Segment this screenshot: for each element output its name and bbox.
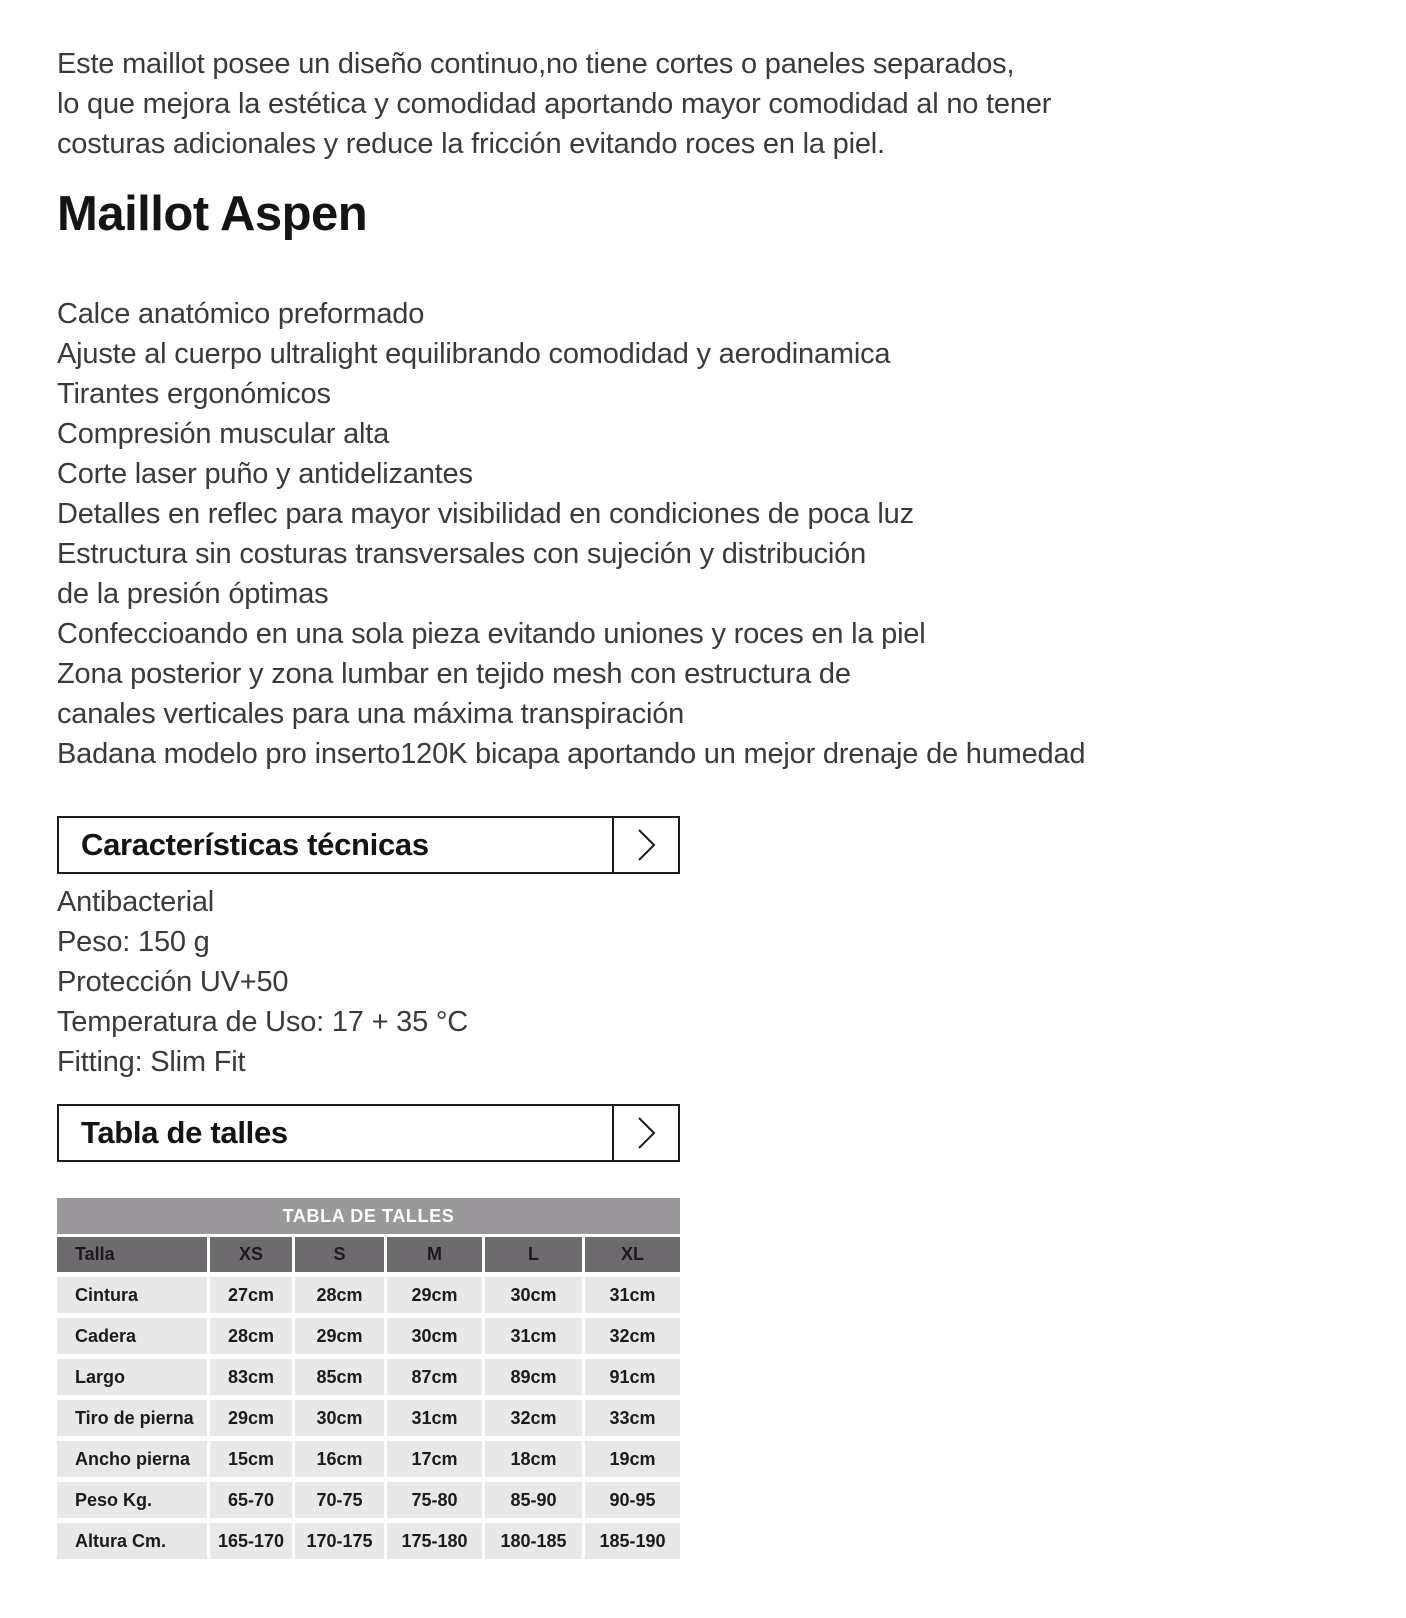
table-row-label: Cadera bbox=[57, 1318, 207, 1354]
table-cell: 85-90 bbox=[485, 1482, 582, 1518]
chevron-right-icon bbox=[612, 818, 678, 872]
feature-line: Calce anatómico preformado bbox=[57, 298, 425, 330]
spec-line: Protección UV+50 bbox=[57, 966, 289, 998]
size-table bbox=[57, 1198, 680, 1559]
feature-line: Detalles en reflec para mayor visibilidad en condiciones de poca luz bbox=[57, 498, 914, 530]
feature-line: Tirantes ergonómicos bbox=[57, 378, 331, 410]
table-cell: 16cm bbox=[295, 1441, 384, 1477]
spec-line: Peso: 150 g bbox=[57, 926, 210, 958]
table-cell: 31cm bbox=[387, 1400, 482, 1436]
intro-line: Este maillot posee un diseño continuo,no tiene cortes o paneles separados, bbox=[57, 48, 1015, 80]
page-title: Maillot Aspen bbox=[57, 187, 368, 241]
table-cell: 19cm bbox=[585, 1441, 680, 1477]
table-cell: 31cm bbox=[585, 1277, 680, 1313]
tech-specs bbox=[57, 882, 1366, 1082]
tabla-de-talles-label: Tabla de talles bbox=[81, 1115, 288, 1150]
table-cell: 28cm bbox=[210, 1318, 292, 1354]
feature-line: Compresión muscular alta bbox=[57, 418, 390, 450]
table-cell: 165-170 bbox=[210, 1523, 292, 1559]
table-cell: 18cm bbox=[485, 1441, 582, 1477]
table-cell: 89cm bbox=[485, 1359, 582, 1395]
table-header-cell: XS bbox=[210, 1237, 292, 1272]
intro-line: costuras adicionales y reduce la fricción evitando roces en la piel. bbox=[57, 128, 885, 160]
table-cell: 185-190 bbox=[585, 1523, 680, 1559]
tabla-de-talles-button[interactable] bbox=[57, 1104, 680, 1162]
table-cell: 90-95 bbox=[585, 1482, 680, 1518]
table-cell: 87cm bbox=[387, 1359, 482, 1395]
caracteristicas-tecnicas-button[interactable] bbox=[57, 816, 680, 874]
table-cell: 29cm bbox=[387, 1277, 482, 1313]
spec-line: Fitting: Slim Fit bbox=[57, 1046, 246, 1078]
feature-line: Confeccioando en una sola pieza evitando uniones y roces en la piel bbox=[57, 618, 926, 650]
table-row-label: Tiro de pierna bbox=[57, 1400, 207, 1436]
chevron-right-icon bbox=[612, 1106, 678, 1160]
intro-paragraph bbox=[57, 44, 1366, 164]
table-header-cell: M bbox=[387, 1237, 482, 1272]
feature-line: Estructura sin costuras transversales con sujeción y distribución bbox=[57, 538, 867, 570]
table-row-label: Cintura bbox=[57, 1277, 207, 1313]
size-table-grid bbox=[57, 1237, 680, 1559]
table-header-cell: L bbox=[485, 1237, 582, 1272]
feature-line: Zona posterior y zona lumbar en tejido mesh con estructura de bbox=[57, 658, 851, 690]
feature-line: Ajuste al cuerpo ultralight equilibrando comodidad y aerodinamica bbox=[57, 338, 891, 370]
table-row-label: Peso Kg. bbox=[57, 1482, 207, 1518]
table-cell: 27cm bbox=[210, 1277, 292, 1313]
table-cell: 170-175 bbox=[295, 1523, 384, 1559]
table-cell: 31cm bbox=[485, 1318, 582, 1354]
table-header-cell: XL bbox=[585, 1237, 680, 1272]
table-cell: 180-185 bbox=[485, 1523, 582, 1559]
table-cell: 15cm bbox=[210, 1441, 292, 1477]
spec-line: Antibacterial bbox=[57, 886, 214, 918]
table-cell: 29cm bbox=[210, 1400, 292, 1436]
table-cell: 30cm bbox=[485, 1277, 582, 1313]
table-header-cell: S bbox=[295, 1237, 384, 1272]
table-cell: 83cm bbox=[210, 1359, 292, 1395]
table-cell: 30cm bbox=[387, 1318, 482, 1354]
table-row-label: Largo bbox=[57, 1359, 207, 1395]
table-cell: 85cm bbox=[295, 1359, 384, 1395]
table-cell: 32cm bbox=[585, 1318, 680, 1354]
table-cell: 175-180 bbox=[387, 1523, 482, 1559]
size-table-title: TABLA DE TALLES bbox=[57, 1198, 680, 1234]
feature-line: canales verticales para una máxima transpiración bbox=[57, 698, 685, 730]
caracteristicas-tecnicas-label: Características técnicas bbox=[81, 827, 429, 862]
table-row-label: Ancho pierna bbox=[57, 1441, 207, 1477]
table-cell: 28cm bbox=[295, 1277, 384, 1313]
table-cell: 17cm bbox=[387, 1441, 482, 1477]
feature-line: Corte laser puño y antidelizantes bbox=[57, 458, 473, 490]
intro-line: lo que mejora la estética y comodidad aportando mayor comodidad al no tener bbox=[57, 88, 1052, 120]
table-cell: 65-70 bbox=[210, 1482, 292, 1518]
table-header-cell: Talla bbox=[57, 1237, 207, 1272]
table-cell: 91cm bbox=[585, 1359, 680, 1395]
feature-list bbox=[57, 294, 1366, 774]
table-cell: 75-80 bbox=[387, 1482, 482, 1518]
table-cell: 33cm bbox=[585, 1400, 680, 1436]
spec-line: Temperatura de Uso: 17 + 35 °C bbox=[57, 1006, 469, 1038]
table-cell: 29cm bbox=[295, 1318, 384, 1354]
table-cell: 30cm bbox=[295, 1400, 384, 1436]
feature-line: Badana modelo pro inserto120K bicapa aportando un mejor drenaje de humedad bbox=[57, 738, 1086, 770]
table-cell: 32cm bbox=[485, 1400, 582, 1436]
feature-line: de la presión óptimas bbox=[57, 578, 329, 610]
table-cell: 70-75 bbox=[295, 1482, 384, 1518]
table-row-label: Altura Cm. bbox=[57, 1523, 207, 1559]
